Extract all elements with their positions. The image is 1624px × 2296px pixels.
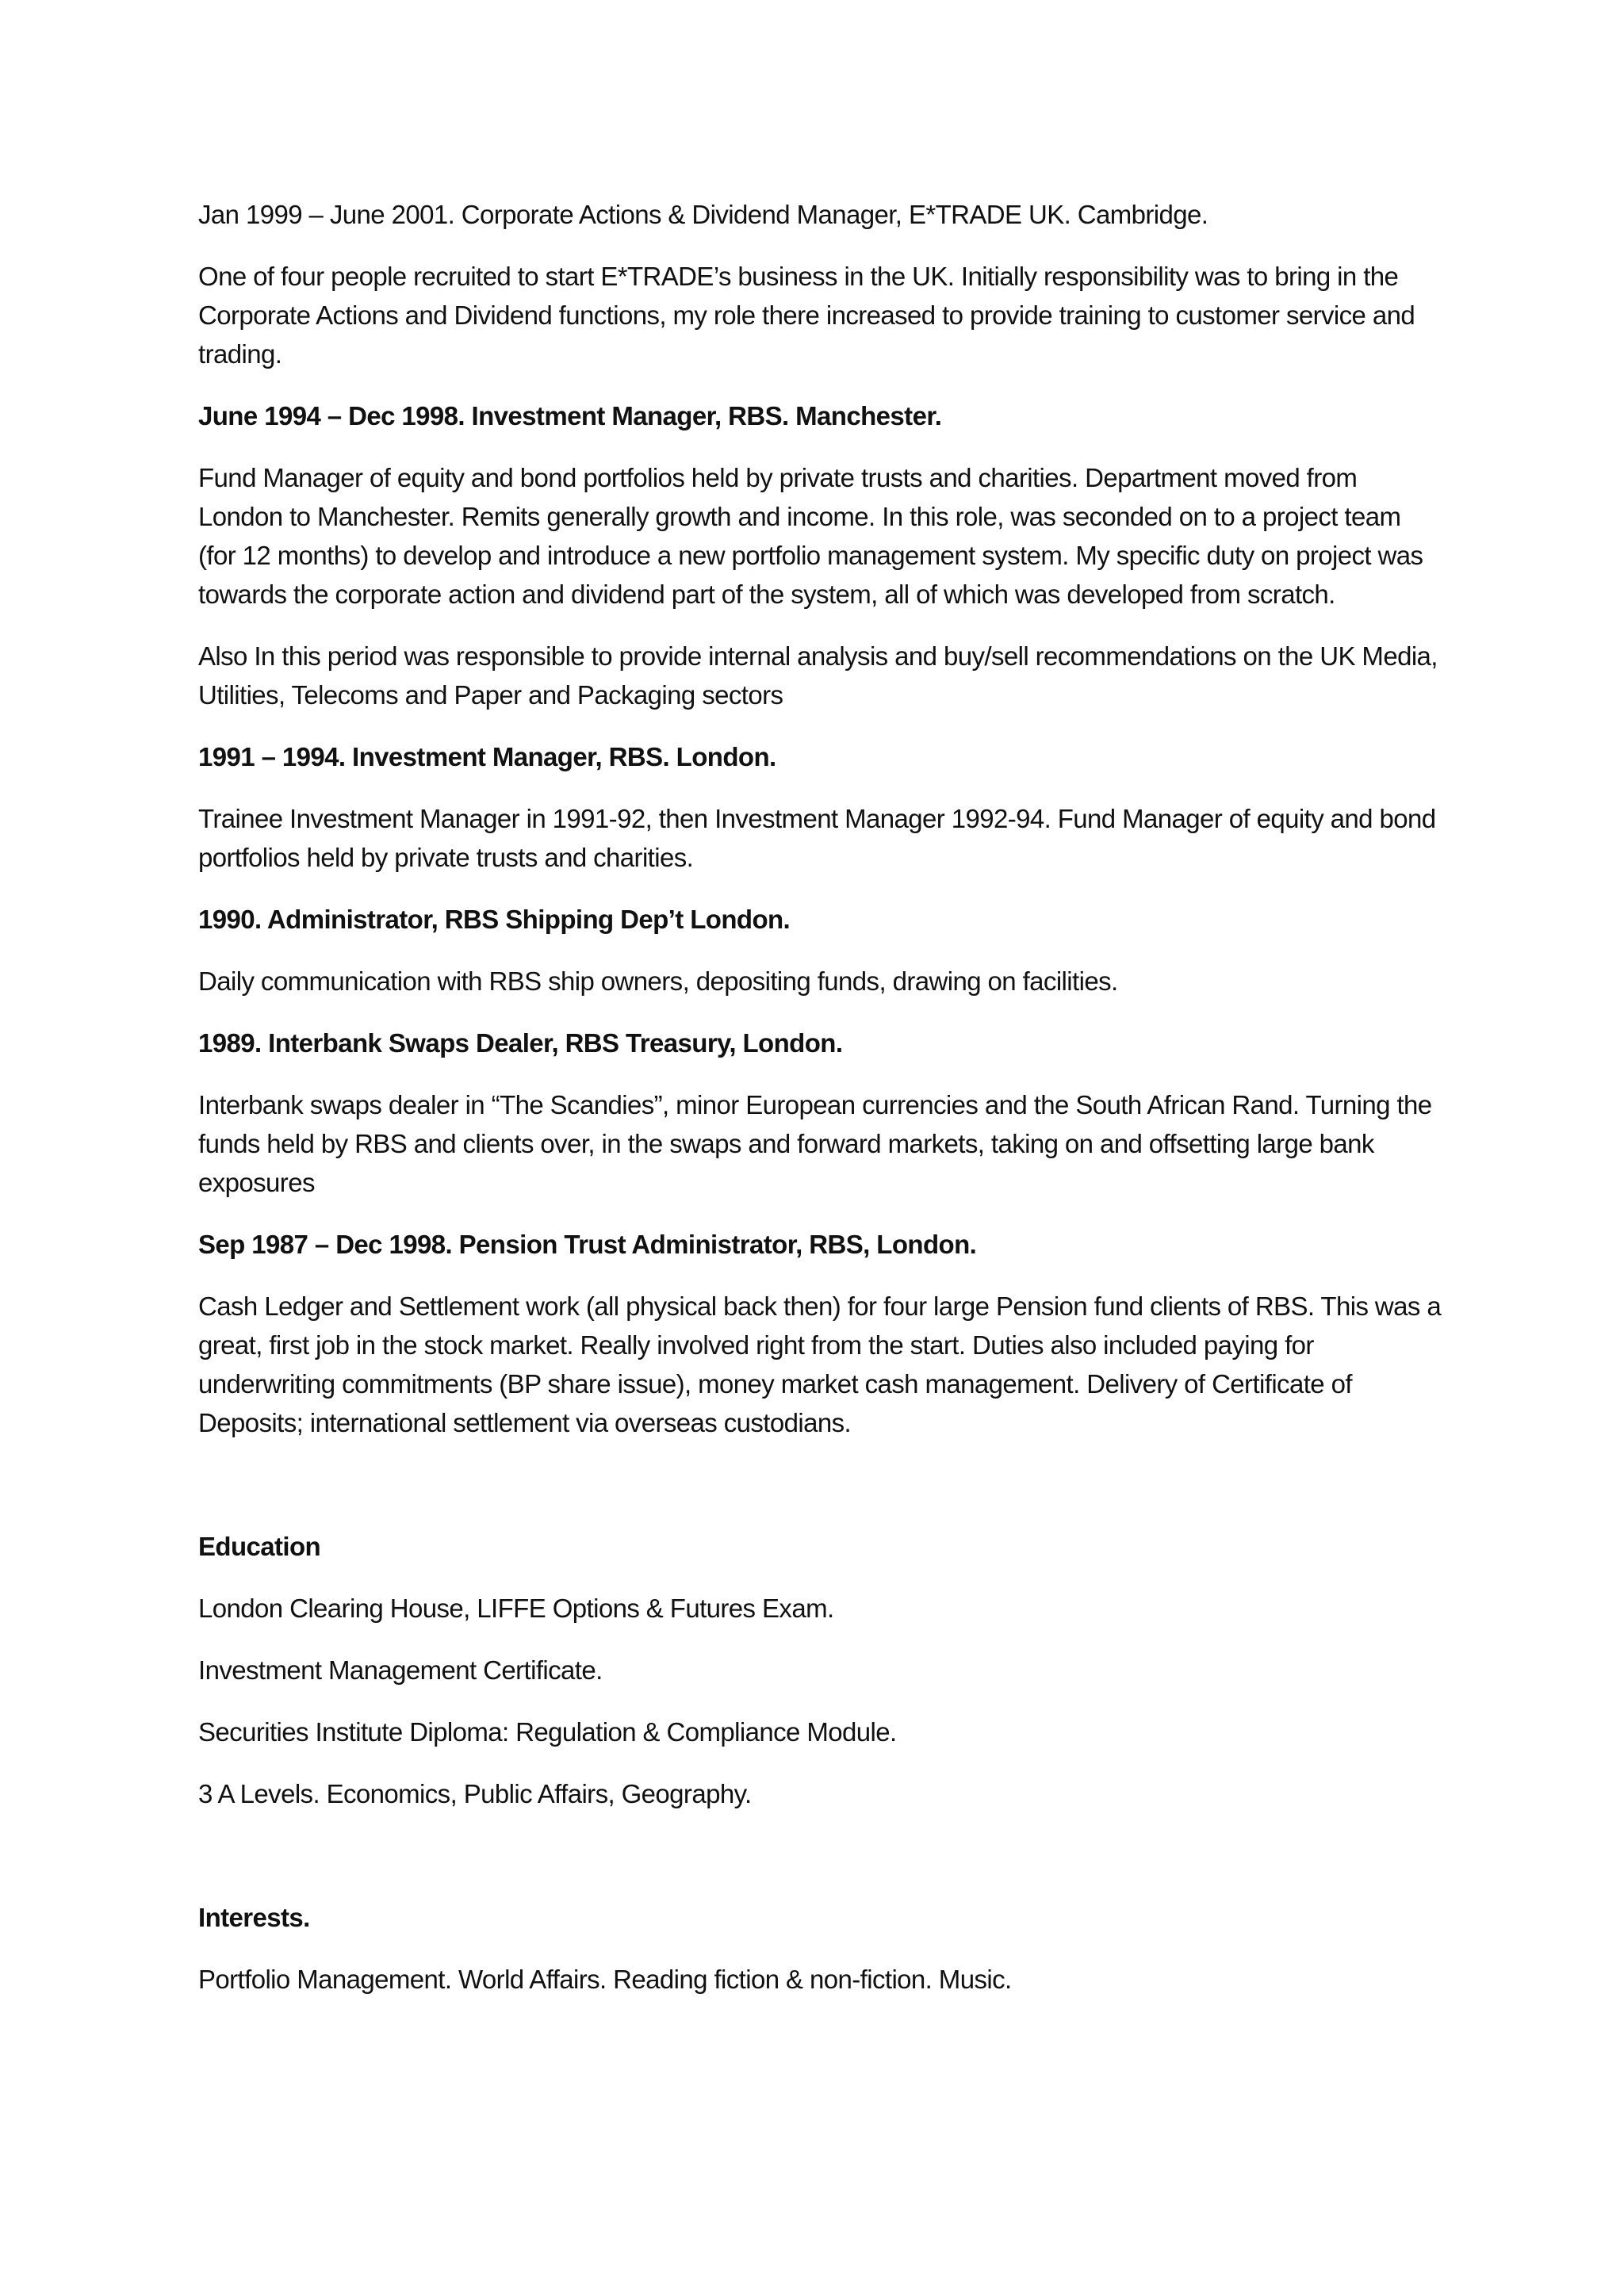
job-heading: Sep 1987 – Dec 1998. Pension Trust Administrator, RBS, London. [198,1230,977,1259]
job-description: Interbank swaps dealer in “The Scandies”, minor European currencies and the South African Rand. Turning the funds held by RBS and clients over, in the swaps and forward markets, taking on and offsetting large bank exposures [198,1090,1432,1197]
job-description: One of four people recruited to start E*TRADE’s business in the UK. Initially responsibility was to bring in the Corporate Actions and Dividend functions, my role there increased to provide training to customer service and trading. [198,262,1415,369]
job-description: Cash Ledger and Settlement work (all physical back then) for four large Pension fund clients of RBS. This was a great, first job in the stock market. Really involved right from the start. Duties also included paying for underwriting commitments (BP share issue), money market cash management. Delivery of Certificate of Deposits; international settlement via overseas custodians. [198,1292,1442,1437]
interests-item: Portfolio Management. World Affairs. Reading fiction & non-fiction. Music. [198,1965,1012,1994]
section-spacer [198,1836,1443,1898]
job-heading: June 1994 – Dec 1998. Investment Manager, RBS. Manchester. [198,401,942,430]
job-heading: 1991 – 1994. Investment Manager, RBS. London. [198,742,776,771]
job-description: Also In this period was responsible to provide internal analysis and buy/sell recommendations on the UK Media, Utilities, Telecoms and Paper and Packaging sectors [198,641,1438,710]
job-description: Fund Manager of equity and bond portfolios held by private trusts and charities. Department moved from London to Manchester. Remits generally growth and income. In this role, was seconded on to a project team (for 12 months) to develop and introduce a new portfolio management system. My specific duty on project was towards the corporate action and dividend part of the system, all of which was developed from scratch. [198,463,1423,609]
job-heading: 1990. Administrator, RBS Shipping Dep’t London. [198,905,791,934]
education-item: London Clearing House, LIFFE Options & Futures Exam. [198,1594,834,1623]
cv-page [198,195,1443,2022]
education-title: Education [198,1532,321,1561]
section-spacer [198,1465,1443,1527]
education-item: Securities Institute Diploma: Regulation & Compliance Module. [198,1717,897,1747]
interests-title: Interests. [198,1903,310,1932]
job-heading: Jan 1999 – June 2001. Corporate Actions & Dividend Manager, E*TRADE UK. Cambridge. [198,200,1208,229]
education-item: Investment Management Certificate. [198,1655,603,1685]
job-description: Daily communication with RBS ship owners, depositing funds, drawing on facilities. [198,966,1118,996]
job-heading: 1989. Interbank Swaps Dealer, RBS Treasury, London. [198,1028,843,1058]
job-description: Trainee Investment Manager in 1991-92, then Investment Manager 1992-94. Fund Manager of equity and bond portfolios held by private trusts and charities. [198,804,1436,872]
education-item: 3 A Levels. Economics, Public Affairs, Geography. [198,1779,752,1808]
